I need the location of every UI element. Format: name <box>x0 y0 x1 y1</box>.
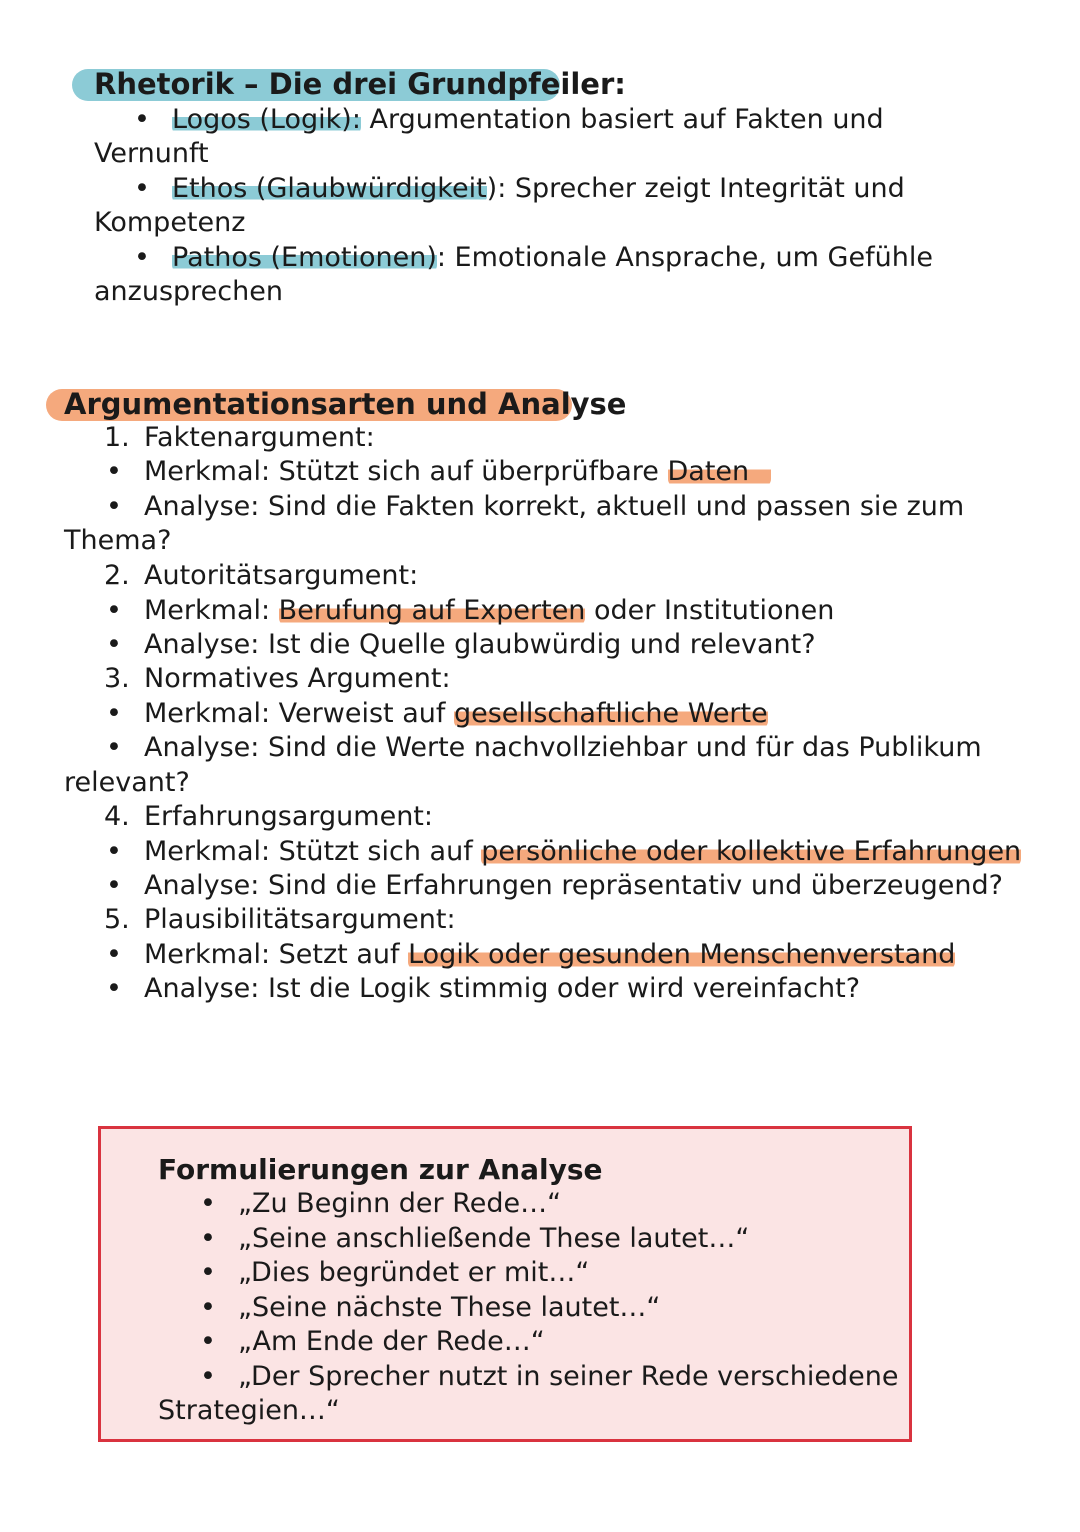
merkmal-line <box>144 938 955 972</box>
rhetorik-item-logos <box>172 103 884 137</box>
merkmal-text: Merkmal: Stützt sich auf überprüfbare <box>144 456 668 487</box>
formulierung-item: „Dies begründet er mit…“ <box>238 1257 590 1288</box>
bullet-icon: • <box>200 1292 216 1323</box>
bullet-icon: • <box>106 698 122 729</box>
pathos-term: Pathos (Emotionen) <box>172 242 437 273</box>
merkmal-line <box>144 697 768 731</box>
logos-desc: Argumentation basiert auf Fakten und <box>360 104 884 135</box>
formulierung-item: „Seine nächste These lautet…“ <box>238 1292 661 1323</box>
analyse-line-cont: Thema? <box>64 525 172 556</box>
merkmal-highlight: Daten <box>668 456 772 487</box>
bullet-icon: • <box>106 939 122 970</box>
bullet-icon: • <box>106 973 122 1004</box>
bullet-icon: • <box>200 1223 216 1254</box>
merkmal-highlight: gesellschaftliche Werte <box>453 698 768 729</box>
analyse-line: Analyse: Ist die Quelle glaubwürdig und relevant? <box>144 629 816 660</box>
bullet-icon: • <box>134 173 150 204</box>
ethos-term: Ethos (Glaubwürdigkeit <box>172 173 487 204</box>
type-number: 1. <box>104 422 130 453</box>
analyse-line: Analyse: Sind die Erfahrungen repräsentativ und überzeugend? <box>144 870 1003 901</box>
analyse-line: Analyse: Ist die Logik stimmig oder wird vereinfacht? <box>144 973 861 1004</box>
merkmal-text-post: oder Institutionen <box>585 595 835 626</box>
type-name: Autoritätsargument: <box>144 560 419 591</box>
formulierung-item: „Der Sprecher nutzt in seiner Rede verschiedene <box>238 1361 899 1392</box>
bullet-icon: • <box>200 1257 216 1288</box>
merkmal-line <box>144 594 834 628</box>
type-number: 2. <box>104 560 130 591</box>
analyse-line: Analyse: Sind die Fakten korrekt, aktuell und passen sie zum <box>144 491 965 522</box>
merkmal-highlight: persönliche oder kollektive Erfahrungen <box>481 836 1022 867</box>
formulierung-item: „Zu Beginn der Rede…“ <box>238 1188 562 1219</box>
merkmal-line <box>144 835 1021 869</box>
type-name: Faktenargument: <box>144 422 375 453</box>
pathos-desc: : Emotionale Ansprache, um Gefühle <box>436 242 933 273</box>
type-name: Normatives Argument: <box>144 663 451 694</box>
logos-term: Logos (Logik): <box>172 104 361 135</box>
merkmal-highlight: Berufung auf Experten <box>278 595 586 626</box>
formulierung-item: „Am Ende der Rede…“ <box>238 1326 545 1357</box>
bullet-icon: • <box>106 595 122 626</box>
type-number: 4. <box>104 801 130 832</box>
type-number: 5. <box>104 904 130 935</box>
type-number: 3. <box>104 663 130 694</box>
bullet-icon: • <box>134 242 150 273</box>
merkmal-text: Merkmal: Verweist auf <box>144 698 454 729</box>
analyse-line: Analyse: Sind die Werte nachvollziehbar und für das Publikum <box>144 732 982 763</box>
formulierung-item: „Seine anschließende These lautet…“ <box>238 1223 750 1254</box>
ethos-desc-cont: Kompetenz <box>94 207 246 238</box>
formulierung-item-cont: Strategien…“ <box>158 1395 340 1426</box>
bullet-icon: • <box>106 870 122 901</box>
merkmal-text: Merkmal: <box>144 595 279 626</box>
bullet-icon: • <box>106 732 122 763</box>
rhetorik-item-pathos <box>172 241 933 275</box>
analyse-line-cont: relevant? <box>64 767 190 798</box>
type-name: Plausibilitätsargument: <box>144 904 456 935</box>
argumentation-heading: Argumentationsarten und Analyse <box>64 387 627 421</box>
logos-desc-cont: Vernunft <box>94 138 209 169</box>
bullet-icon: • <box>200 1361 216 1392</box>
bullet-icon: • <box>106 456 122 487</box>
merkmal-text: Merkmal: Setzt auf <box>144 939 409 970</box>
merkmal-text: Merkmal: Stützt sich auf <box>144 836 482 867</box>
bullet-icon: • <box>200 1326 216 1357</box>
bullet-icon: • <box>106 629 122 660</box>
pathos-desc-cont: anzusprechen <box>94 276 283 307</box>
merkmal-line <box>144 455 771 489</box>
formulierungen-heading: Formulierungen zur Analyse <box>158 1153 603 1186</box>
rhetorik-heading: Rhetorik – Die drei Grundpfeiler: <box>94 67 626 101</box>
ethos-desc: ): Sprecher zeigt Integrität und <box>486 173 905 204</box>
bullet-icon: • <box>134 104 150 135</box>
bullet-icon: • <box>106 836 122 867</box>
type-name: Erfahrungsargument: <box>144 801 433 832</box>
rhetorik-item-ethos <box>172 172 905 206</box>
bullet-icon: • <box>200 1188 216 1219</box>
bullet-icon: • <box>106 491 122 522</box>
merkmal-highlight: Logik oder gesunden Menschenverstand <box>408 939 956 970</box>
